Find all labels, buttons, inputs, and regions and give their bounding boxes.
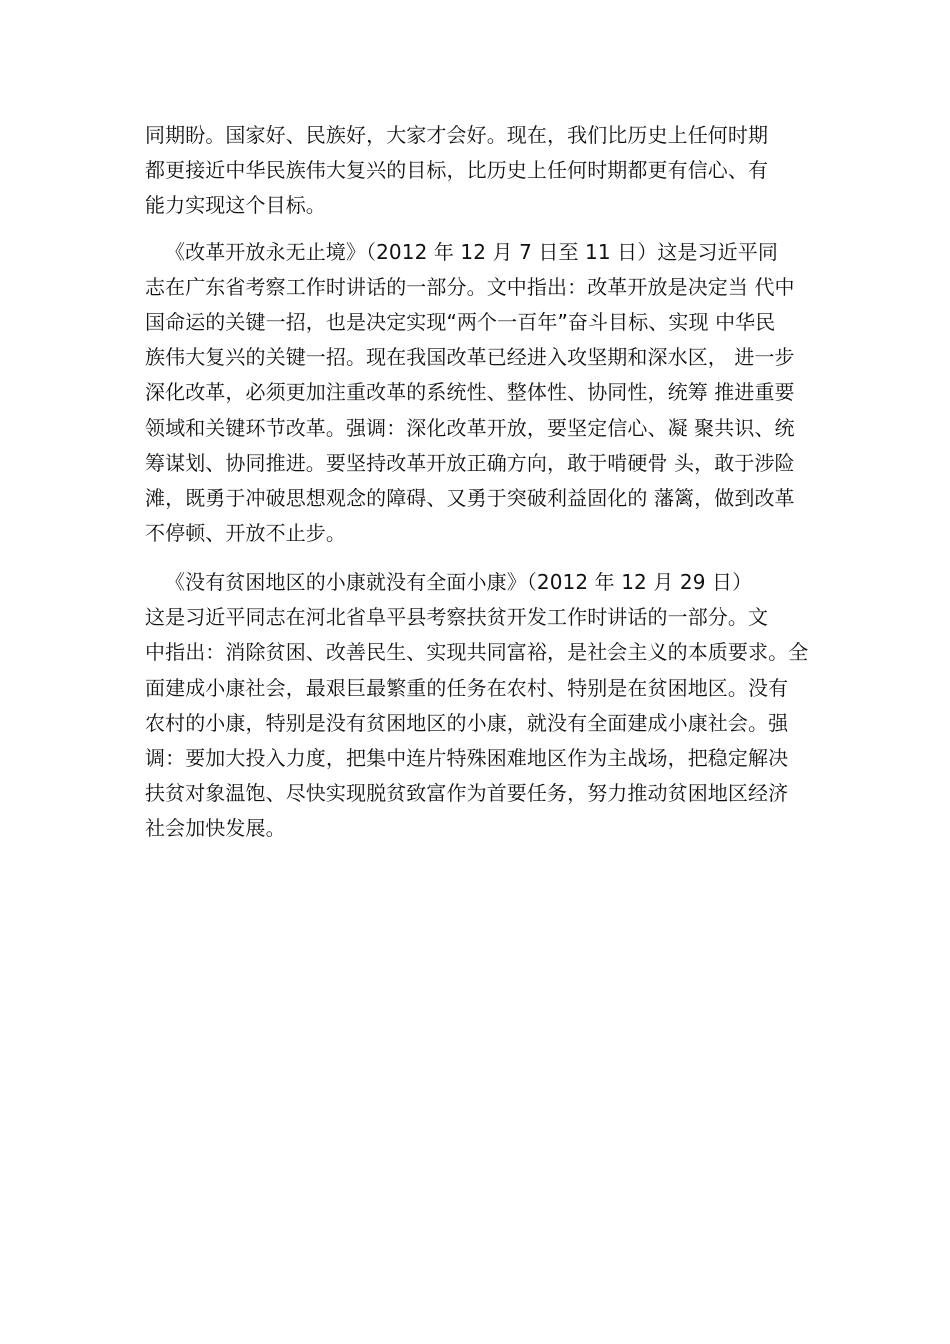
text-line: 志在广东省考察工作时讲话的一部分。文中指出：改革开放是决定当 代中 [145,275,795,299]
text-line: 社会加快发展。 [145,816,286,840]
text-line: 不停顿、开放不止步。 [145,521,346,545]
text-line: 筹谋划、协同推进。要坚持改革开放正确方向，敢于啃硬骨 头，敢于涉险 [145,451,795,475]
text-line: 《没有贫困地区的小康就没有全面小康》（2012 年 12 月 29 日） [165,570,753,594]
text-line: 族伟大复兴的关键一招。现在我国改革已经进入攻坚期和深水区， 进一步 [145,345,795,369]
text-line: 这是习近平同志在河北省阜平县考察扶贫开发工作时讲话的一部分。文 [145,605,769,629]
text-line: 深化改革，必须更加注重改革的系统性、整体性、协同性，统筹 推进重要 [145,380,795,404]
text-line: 扶贫对象温饱、尽快实现脱贫致富作为首要任务，努力推动贫困地区经济 [145,781,789,805]
text-line: 面建成小康社会，最艰巨最繁重的任务在农村、特别是在贫困地区。没有 [145,676,789,700]
text-line: 中指出：消除贫困、改善民生、实现共同富裕，是社会主义的本质要求。全 [145,640,809,664]
text-line: 滩，既勇于冲破思想观念的障碍、又勇于突破利益固化的 藩篱，做到改革 [145,486,795,510]
text-line: 领域和关键环节改革。强调：深化改革开放，要坚定信心、凝 聚共识、统 [145,416,795,440]
text-line: 农村的小康，特别是没有贫困地区的小康，就没有全面建成小康社会。强 [145,711,789,735]
text-line: 同期盼。国家好、民族好，大家才会好。现在，我们比历史上任何时期 [145,123,769,147]
text-line: 都更接近中华民族伟大复兴的目标，比历史上任何时期都更有信心、有 [145,158,769,182]
text-line: 调：要加大投入力度，把集中连片特殊困难地区作为主战场，把稳定解决 [145,746,789,770]
text-line: 国命运的关键一招，也是决定实现“两个一百年”奋斗目标、实现 中华民 [145,310,776,334]
text-line: 能力实现这个目标。 [145,193,326,217]
text-line: 《改革开放永无止境》（2012 年 12 月 7 日至 11 日）这是习近平同 [165,240,778,264]
